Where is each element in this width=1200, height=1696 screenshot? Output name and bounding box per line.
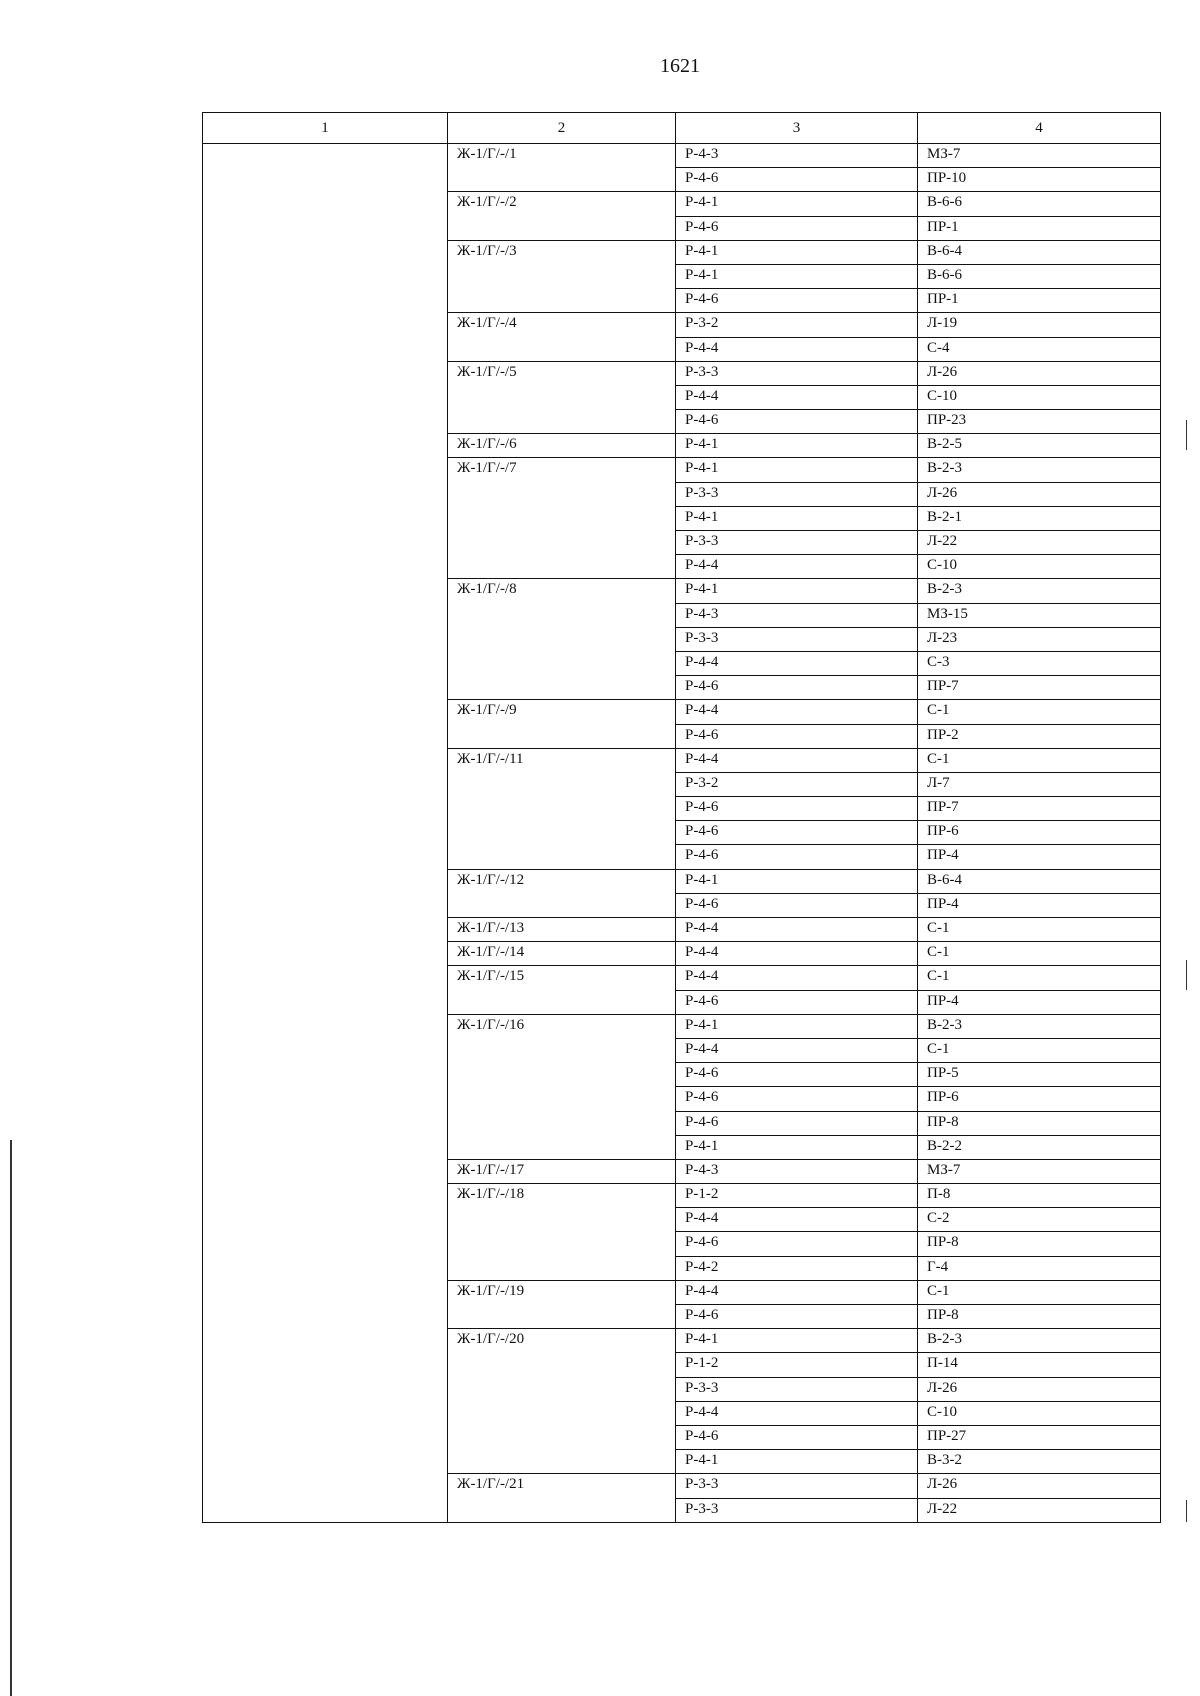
value-code-cell: С-1: [918, 918, 1161, 942]
value-code-cell: ПР-23: [918, 410, 1161, 434]
group-code-cell: Ж-1/Г/-/11: [448, 748, 676, 869]
value-code-cell: П-8: [918, 1184, 1161, 1208]
r-code-cell: Р-4-6: [676, 821, 918, 845]
r-code-cell: Р-4-3: [676, 1159, 918, 1183]
value-code-cell: ПР-2: [918, 724, 1161, 748]
r-code-cell: Р-4-1: [676, 1135, 918, 1159]
r-code-cell: Р-3-3: [676, 1377, 918, 1401]
group-code-cell: Ж-1/Г/-/2: [448, 192, 676, 240]
group-code-cell: Ж-1/Г/-/17: [448, 1159, 676, 1183]
value-code-cell: Л-19: [918, 313, 1161, 337]
value-code-cell: В-3-2: [918, 1450, 1161, 1474]
value-code-cell: П-14: [918, 1353, 1161, 1377]
r-code-cell: Р-4-6: [676, 216, 918, 240]
group-code-cell: Ж-1/Г/-/1: [448, 144, 676, 192]
r-code-cell: Р-4-4: [676, 555, 918, 579]
value-code-cell: С-10: [918, 555, 1161, 579]
scan-mark: [1186, 1500, 1187, 1522]
r-code-cell: Р-4-4: [676, 918, 918, 942]
scan-mark: [1186, 420, 1187, 450]
group-code-cell: Ж-1/Г/-/19: [448, 1280, 676, 1328]
value-code-cell: Л-26: [918, 1474, 1161, 1498]
r-code-cell: Р-3-3: [676, 1474, 918, 1498]
r-code-cell: Р-1-2: [676, 1353, 918, 1377]
value-code-cell: МЗ-7: [918, 144, 1161, 168]
value-code-cell: ПР-8: [918, 1305, 1161, 1329]
value-code-cell: ПР-4: [918, 893, 1161, 917]
value-code-cell: С-10: [918, 1401, 1161, 1425]
r-code-cell: Р-4-2: [676, 1256, 918, 1280]
group-code-cell: Ж-1/Г/-/13: [448, 918, 676, 942]
value-code-cell: Л-23: [918, 627, 1161, 651]
value-code-cell: С-1: [918, 748, 1161, 772]
value-code-cell: МЗ-7: [918, 1159, 1161, 1183]
value-code-cell: С-1: [918, 700, 1161, 724]
table-header: [203, 113, 1161, 144]
value-code-cell: В-6-6: [918, 192, 1161, 216]
scan-margin-line: [10, 1140, 12, 1696]
value-code-cell: С-3: [918, 651, 1161, 675]
table-row: [203, 144, 1161, 168]
r-code-cell: Р-1-2: [676, 1184, 918, 1208]
value-code-cell: В-2-3: [918, 458, 1161, 482]
value-code-cell: В-2-2: [918, 1135, 1161, 1159]
column-header-1: 1: [203, 113, 448, 144]
value-code-cell: С-1: [918, 966, 1161, 990]
r-code-cell: Р-4-1: [676, 1329, 918, 1353]
value-code-cell: Л-26: [918, 1377, 1161, 1401]
r-code-cell: Р-4-4: [676, 700, 918, 724]
group-code-cell: Ж-1/Г/-/3: [448, 240, 676, 313]
r-code-cell: Р-4-6: [676, 1305, 918, 1329]
value-code-cell: В-2-3: [918, 1014, 1161, 1038]
r-code-cell: Р-4-4: [676, 651, 918, 675]
value-code-cell: ПР-4: [918, 990, 1161, 1014]
group-code-cell: Ж-1/Г/-/14: [448, 942, 676, 966]
r-code-cell: Р-4-1: [676, 240, 918, 264]
value-code-cell: С-4: [918, 337, 1161, 361]
r-code-cell: Р-4-1: [676, 434, 918, 458]
value-code-cell: С-1: [918, 942, 1161, 966]
r-code-cell: Р-3-3: [676, 482, 918, 506]
r-code-cell: Р-4-6: [676, 1232, 918, 1256]
document-table-container: [202, 112, 1160, 1523]
r-code-cell: Р-3-3: [676, 361, 918, 385]
r-code-cell: Р-4-6: [676, 990, 918, 1014]
r-code-cell: Р-4-6: [676, 410, 918, 434]
r-code-cell: Р-4-6: [676, 1425, 918, 1449]
value-code-cell: ПР-1: [918, 216, 1161, 240]
value-code-cell: ПР-1: [918, 289, 1161, 313]
r-code-cell: Р-4-4: [676, 966, 918, 990]
value-code-cell: С-1: [918, 1280, 1161, 1304]
value-code-cell: ПР-10: [918, 168, 1161, 192]
value-code-cell: С-1: [918, 1038, 1161, 1062]
r-code-cell: Р-3-2: [676, 772, 918, 796]
r-code-cell: Р-4-6: [676, 797, 918, 821]
value-code-cell: ПР-5: [918, 1063, 1161, 1087]
column-header-4: 4: [918, 113, 1161, 144]
value-code-cell: В-2-3: [918, 579, 1161, 603]
group-code-cell: Ж-1/Г/-/7: [448, 458, 676, 579]
group-code-cell: Ж-1/Г/-/20: [448, 1329, 676, 1474]
codes-table: [202, 112, 1161, 1523]
value-code-cell: С-10: [918, 385, 1161, 409]
group-code-cell: Ж-1/Г/-/21: [448, 1474, 676, 1522]
value-code-cell: ПР-27: [918, 1425, 1161, 1449]
r-code-cell: Р-3-3: [676, 1498, 918, 1522]
r-code-cell: Р-3-2: [676, 313, 918, 337]
r-code-cell: Р-4-3: [676, 144, 918, 168]
value-code-cell: ПР-6: [918, 1087, 1161, 1111]
value-code-cell: Л-22: [918, 1498, 1161, 1522]
r-code-cell: Р-4-1: [676, 458, 918, 482]
value-code-cell: ПР-4: [918, 845, 1161, 869]
value-code-cell: Л-26: [918, 482, 1161, 506]
r-code-cell: Р-4-6: [676, 1111, 918, 1135]
r-code-cell: Р-4-4: [676, 1280, 918, 1304]
r-code-cell: Р-4-1: [676, 1450, 918, 1474]
r-code-cell: Р-4-4: [676, 1208, 918, 1232]
r-code-cell: Р-3-3: [676, 531, 918, 555]
r-code-cell: Р-4-3: [676, 603, 918, 627]
r-code-cell: Р-4-4: [676, 385, 918, 409]
group-code-cell: Ж-1/Г/-/8: [448, 579, 676, 700]
r-code-cell: Р-4-4: [676, 1038, 918, 1062]
r-code-cell: Р-4-6: [676, 289, 918, 313]
r-code-cell: Р-4-6: [676, 893, 918, 917]
r-code-cell: Р-4-1: [676, 506, 918, 530]
group-code-cell: Ж-1/Г/-/6: [448, 434, 676, 458]
column-1-empty-cell: [203, 144, 448, 1523]
value-code-cell: ПР-8: [918, 1111, 1161, 1135]
group-code-cell: Ж-1/Г/-/5: [448, 361, 676, 434]
value-code-cell: Л-7: [918, 772, 1161, 796]
scan-mark: [1186, 960, 1187, 990]
value-code-cell: В-6-4: [918, 240, 1161, 264]
value-code-cell: В-2-5: [918, 434, 1161, 458]
group-code-cell: Ж-1/Г/-/4: [448, 313, 676, 361]
value-code-cell: В-2-3: [918, 1329, 1161, 1353]
r-code-cell: Р-3-3: [676, 627, 918, 651]
r-code-cell: Р-4-6: [676, 1063, 918, 1087]
r-code-cell: Р-4-6: [676, 676, 918, 700]
header-row: [203, 113, 1161, 144]
r-code-cell: Р-4-4: [676, 748, 918, 772]
value-code-cell: В-6-4: [918, 869, 1161, 893]
r-code-cell: Р-4-6: [676, 1087, 918, 1111]
r-code-cell: Р-4-1: [676, 869, 918, 893]
value-code-cell: В-6-6: [918, 264, 1161, 288]
r-code-cell: Р-4-1: [676, 1014, 918, 1038]
group-code-cell: Ж-1/Г/-/16: [448, 1014, 676, 1159]
value-code-cell: Г-4: [918, 1256, 1161, 1280]
page-number: 1621: [660, 55, 700, 77]
value-code-cell: ПР-7: [918, 676, 1161, 700]
r-code-cell: Р-4-6: [676, 168, 918, 192]
column-header-3: 3: [676, 113, 918, 144]
group-code-cell: Ж-1/Г/-/15: [448, 966, 676, 1014]
r-code-cell: Р-4-1: [676, 579, 918, 603]
value-code-cell: ПР-7: [918, 797, 1161, 821]
r-code-cell: Р-4-6: [676, 845, 918, 869]
value-code-cell: Л-22: [918, 531, 1161, 555]
value-code-cell: В-2-1: [918, 506, 1161, 530]
value-code-cell: МЗ-15: [918, 603, 1161, 627]
value-code-cell: С-2: [918, 1208, 1161, 1232]
table-body: [203, 144, 1161, 1523]
group-code-cell: Ж-1/Г/-/18: [448, 1184, 676, 1281]
group-code-cell: Ж-1/Г/-/12: [448, 869, 676, 917]
r-code-cell: Р-4-4: [676, 942, 918, 966]
column-header-2: 2: [448, 113, 676, 144]
r-code-cell: Р-4-4: [676, 1401, 918, 1425]
r-code-cell: Р-4-4: [676, 337, 918, 361]
group-code-cell: Ж-1/Г/-/9: [448, 700, 676, 748]
value-code-cell: ПР-6: [918, 821, 1161, 845]
r-code-cell: Р-4-1: [676, 264, 918, 288]
value-code-cell: Л-26: [918, 361, 1161, 385]
value-code-cell: ПР-8: [918, 1232, 1161, 1256]
r-code-cell: Р-4-1: [676, 192, 918, 216]
r-code-cell: Р-4-6: [676, 724, 918, 748]
